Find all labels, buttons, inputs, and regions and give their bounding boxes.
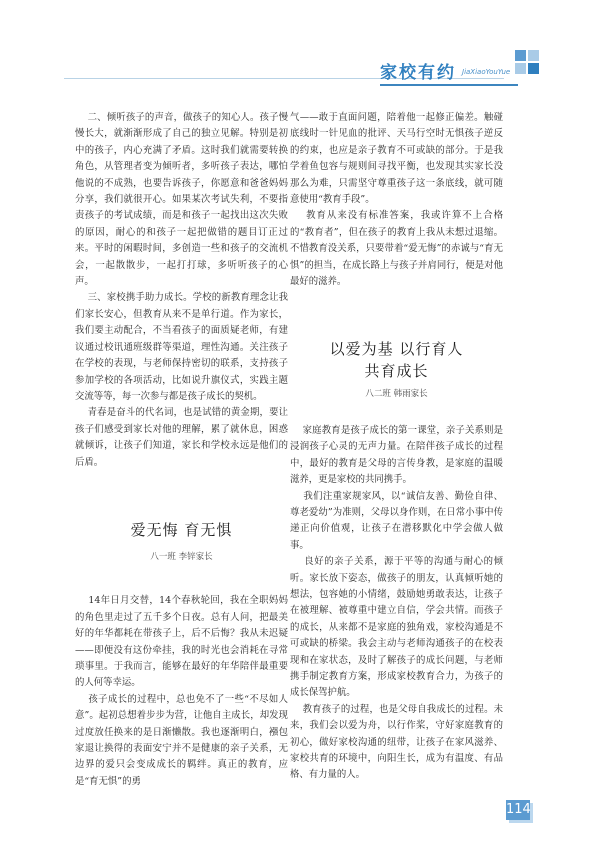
article-title-line-1: 以爱为基 以行育人: [329, 340, 464, 359]
left-column: [75, 110, 288, 790]
corner-squares-icon: [515, 50, 545, 80]
paragraph: 青春是奋斗的代名词，也是试错的黄金期，要让孩子们感受到家长对他的理解，累了就休息，困惑就倾诉，让孩子们知道，家长和学校永远是他们的后盾。: [75, 407, 288, 468]
paragraph: 家庭教育是孩子成长的第一课堂，亲子关系则是浸润孩子心灵的无声力量。在陪伴孩子成长的过程中，最好的教育是父母的言传身教，是家庭的温暖滋养，更是家校的共同携手。: [290, 424, 503, 486]
article-title-line-2: 共育成长: [364, 362, 429, 381]
paragraph: 我们注重家规家风，以“诚信友善、勤俭自律、尊老爱幼”为准则，父母以身作则，在日常小事中传递正向价值观，让孩子在潜移默化中学会做人做事。: [290, 490, 504, 551]
paragraph: 14年日月交替，14个春秋轮回，我在全职妈妈的角色里走过了五千多个日夜。总有人问，把最美好的年华都耗在带孩子上，后不后悔？我从未迟疑——即便没有这份牵挂，我的时光也会消耗在寻常琐事里。于我而言，能够在最好的年华陪伴最重要的人何等幸运。: [75, 595, 288, 689]
paragraph: 二、倾听孩子的声音，做孩子的知心人。孩子慢慢长大，就渐渐形成了自己的独立见解。特别是初中的孩子，内心充满了矛盾。这时我们就需要转换角色，从管理者变为倾听者，多听孩子表达，哪怕他说的不成熟，也要告诉孩子，你愿意和爸爸妈妈分享，我们就很开心。如果某次考试失利，不要指责孩子的考试成绩，而是和孩子一起找出这次失败的原因，耐心的和孩子一起把做错的题目订正过来。平时的闲暇时间，多创造一些和孩子的交流机会，一起散散步，一起打打球，多听听孩子的心声。: [75, 112, 288, 288]
paragraph: 教育孩子的过程，也是父母自我成长的过程。未来，我们会以爱为舟，以行作桨，守好家庭教育的初心，做好家校沟通的纽带，让孩子在家风滋养、家校共育的环境中，向阳生长，成为有温度、有品格、有力量的人。: [290, 703, 503, 781]
section-title: 家校有约: [380, 63, 456, 83]
section-pinyin: JiaXiaoYouYue: [462, 68, 511, 76]
article-title: 爱无悔 育无惧: [130, 520, 233, 539]
article-byline: 八一班 李锌家长: [150, 551, 213, 562]
paragraph: 良好的亲子关系，源于平等的沟通与耐心的倾听。家长放下姿态，做孩子的朋友，认真倾听她的想法，包容她的小情绪，鼓励她勇敢表达，让孩子在被理解、被尊重中建立自信，学会共情。而孩子的成长，从来都不是家庭的独角戏，家校沟通是不可或缺的桥梁。我会主动与老师沟通孩子的在校表现和在家状态，及时了解孩子的成长问题，与老师携手制定教育方案，形成家校教育合力，为孩子的成长保驾护航。: [290, 556, 503, 699]
paragraph: 教育从来没有标准答案，我或许算不上合格的“教育者”，但在孩子的教育上我从未想过退缩。不惜教育没关系，只要带着“爱无悔”的赤诚与“育无惧”的担当，在成长路上与孩子并肩同行，便是对他最好的滋养。: [290, 210, 503, 288]
article-byline: 八二班 韩雨家长: [365, 389, 428, 400]
paragraph: 气——敢于直面问题，陪着他一起修正偏差。触碰底线时一针见血的批评、天马行空时无惧孩子逆反的约束，也应是亲子教育不可或缺的部分。于是我学着鱼包容与规则间寻找平衡，也发现其实家长没那么为难，只需坚守尊重孩子这一条底线，就可随意使用“教育手段”。: [290, 112, 503, 206]
right-column: [290, 110, 503, 784]
page-number: 114: [506, 800, 530, 820]
paragraph: 孩子成长的过程中，总也免不了一些“不尽如人意”。起初总想着步步为营，让他自主成长，却发现过度放任换来的是日渐懒散。我也逐渐明白，襁包家退让换得的表面安宁并不是健康的亲子关系，无边界的爱只会变成成长的羁绊。真正的教育，应是“育无惧”的勇: [75, 693, 289, 787]
paragraph: 三、家校携手助力成长。学校的新教育理念让我们家长安心，但教育从来不是单行道。作为家长，我们要主动配合，不当看孩子的面质疑老师，有建议通过校讯通班级群等渠道，理性沟通。关注孩子在学校的表现，与老师保持密切的联系，支持孩子参加学校的各项活动，比如说升旗仪式，实践主题交流等等，每一次参与都是孩子成长的契机。: [75, 292, 288, 402]
section-header: [380, 58, 518, 86]
